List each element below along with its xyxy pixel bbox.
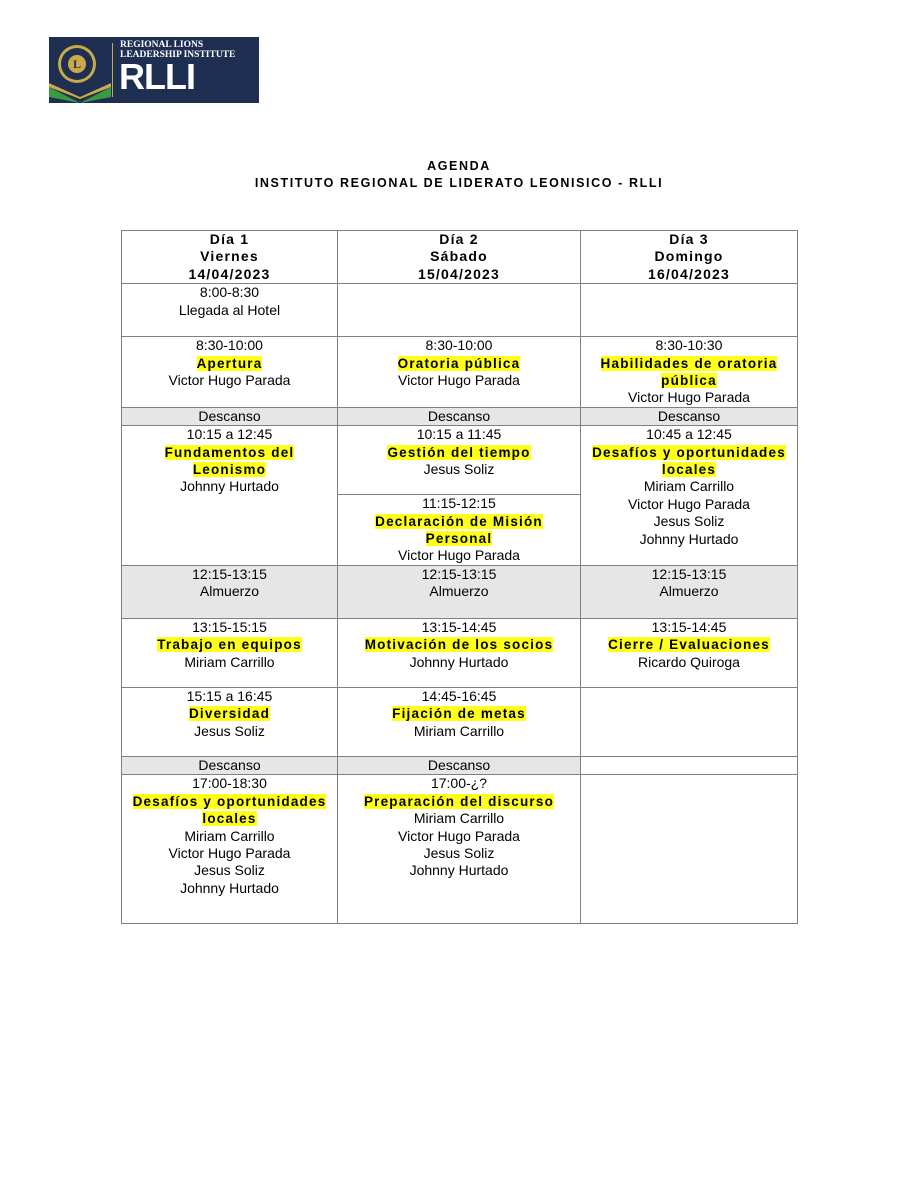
- session-text: Almuerzo: [429, 583, 489, 600]
- speaker: Victor Hugo Parada: [168, 844, 291, 861]
- session-time: 12:15-13:15: [421, 565, 497, 582]
- session-time: 10:45 a 12:45: [646, 426, 732, 443]
- session-cell: [122, 284, 338, 337]
- session-text: Almuerzo: [659, 583, 719, 600]
- day-weekday: Sábado: [430, 248, 488, 265]
- session-cell: [338, 618, 581, 687]
- session-title: Diversidad: [188, 706, 271, 722]
- session-time: 8:30-10:00: [425, 337, 493, 354]
- speaker: Jesus Soliz: [194, 722, 265, 739]
- session-time: 17:00-18:30: [192, 775, 267, 792]
- break-cell: Descanso: [338, 756, 581, 774]
- speaker: Miriam Carrillo: [184, 827, 275, 844]
- speaker: Victor Hugo Parada: [628, 389, 750, 406]
- session-cell: [581, 337, 798, 408]
- session-title: Oratoria pública: [397, 355, 521, 371]
- lunch-cell: [122, 565, 338, 618]
- session-title: Preparación del discurso: [363, 793, 555, 809]
- session-cell: [338, 495, 581, 566]
- speaker: Johnny Hurtado: [180, 478, 279, 495]
- session-title: Trabajo en equipos: [157, 637, 302, 653]
- day-weekday: Domingo: [654, 248, 724, 265]
- rlli-logo: [49, 37, 259, 103]
- morning-row: [122, 337, 798, 408]
- session-title: Declaración de Misión Personal: [375, 513, 543, 547]
- day-date: 15/04/2023: [417, 265, 501, 282]
- session-time: 13:15-15:15: [192, 618, 267, 635]
- day-2-header: [338, 231, 581, 284]
- afternoon-row-2: [122, 687, 798, 756]
- empty-cell: [581, 756, 798, 774]
- session-cell: [581, 618, 798, 687]
- session-text: Almuerzo: [199, 583, 260, 600]
- session-time: 17:00-¿?: [430, 775, 488, 792]
- session-cell: [338, 426, 581, 495]
- speaker: Miriam Carrillo: [643, 478, 735, 495]
- day-label: Día 3: [669, 231, 709, 247]
- session-cell: [338, 775, 581, 924]
- session-time: 11:15-12:15: [422, 495, 496, 512]
- break-cell: Descanso: [338, 407, 581, 425]
- arrival-row: [122, 284, 798, 337]
- svg-text:L: L: [72, 57, 82, 71]
- day-date: 16/04/2023: [647, 265, 731, 282]
- session-text: Llegada al Hotel: [178, 301, 281, 318]
- session-cell: [122, 426, 338, 566]
- session-title: Fundamentos del Leonismo: [164, 444, 295, 478]
- session-time: 14:45-16:45: [421, 687, 497, 704]
- speaker: Jesus Soliz: [194, 862, 265, 879]
- speaker: Victor Hugo Parada: [398, 372, 520, 389]
- day-date: 14/04/2023: [188, 265, 271, 282]
- session-time: 10:15 a 11:45: [416, 426, 502, 443]
- empty-cell: [581, 687, 798, 756]
- empty-cell: [581, 284, 798, 337]
- session-title: Cierre / Evaluaciones: [608, 637, 770, 653]
- speaker: Jesus Soliz: [423, 844, 495, 861]
- break-row-2: [122, 756, 798, 774]
- logo-abbreviation: RLLI: [119, 56, 195, 97]
- agenda-title: AGENDA: [427, 159, 491, 173]
- logo-line-2: LEADERSHIP INSTITUTE: [120, 50, 236, 60]
- speaker: Johnny Hurtado: [639, 530, 739, 547]
- session-title: Fijación de metas: [392, 706, 526, 722]
- session-time: 8:00-8:30: [199, 284, 260, 301]
- break-cell: Descanso: [122, 756, 338, 774]
- lunch-cell: [338, 565, 581, 618]
- session-time: 12:15-13:15: [192, 565, 267, 582]
- empty-cell: [338, 284, 581, 337]
- speaker: Jesus Soliz: [653, 513, 725, 530]
- speaker: Miriam Carrillo: [184, 653, 275, 670]
- late-morning-row-a: [122, 426, 798, 495]
- session-cell: [122, 618, 338, 687]
- afternoon-row-1: [122, 618, 798, 687]
- session-time: 15:15 a 16:45: [186, 687, 273, 704]
- break-cell: Descanso: [122, 407, 338, 425]
- session-title: Motivación de los socios: [364, 637, 554, 653]
- logo-line-1: REGIONAL LIONS: [120, 40, 204, 50]
- speaker: Johnny Hurtado: [180, 879, 279, 896]
- session-time: 13:15-14:45: [421, 618, 497, 635]
- session-time: 12:15-13:15: [651, 565, 727, 582]
- session-time: 8:30-10:30: [655, 337, 723, 354]
- session-title: Desafíos y oportunidades locales: [592, 444, 786, 478]
- session-cell: [338, 687, 581, 756]
- empty-cell: [581, 775, 798, 924]
- session-cell: [122, 337, 338, 408]
- lions-emblem-icon: [49, 37, 111, 103]
- agenda-subtitle: INSTITUTO REGIONAL DE LIDERATO LEONISICO - RLLI: [254, 176, 664, 190]
- logo-divider: [112, 43, 113, 97]
- day-label: Día 1: [209, 231, 250, 247]
- session-time: 8:30-10:00: [196, 337, 263, 354]
- day-3-header: [581, 231, 798, 284]
- speaker: Johnny Hurtado: [409, 862, 509, 879]
- day-weekday: Viernes: [200, 248, 259, 265]
- session-title: Apertura: [196, 355, 263, 371]
- speaker: Jesus Soliz: [423, 461, 495, 478]
- day-1-header: [122, 231, 338, 284]
- speaker: Johnny Hurtado: [409, 653, 509, 670]
- session-cell: [122, 775, 338, 924]
- speaker: Victor Hugo Parada: [398, 827, 520, 844]
- speaker: Victor Hugo Parada: [398, 547, 520, 564]
- session-title: Gestión del tiempo: [387, 444, 531, 460]
- session-title: Desafíos y oportunidades locales: [132, 793, 327, 827]
- break-row: [122, 407, 798, 425]
- day-label: Día 2: [439, 231, 479, 247]
- session-cell: [581, 426, 798, 566]
- session-title: Habilidades de oratoria pública: [600, 355, 778, 389]
- speaker: Miriam Carrillo: [413, 810, 505, 827]
- session-cell: [122, 687, 338, 756]
- lunch-cell: [581, 565, 798, 618]
- lunch-row: [122, 565, 798, 618]
- evening-row: [122, 775, 798, 924]
- speaker: Victor Hugo Parada: [628, 495, 750, 512]
- speaker: Miriam Carrillo: [413, 722, 505, 739]
- session-cell: [338, 337, 581, 408]
- session-time: 13:15-14:45: [651, 618, 727, 635]
- speaker: Victor Hugo Parada: [168, 372, 291, 389]
- speaker: Ricardo Quiroga: [638, 653, 740, 670]
- header-row: [122, 231, 798, 284]
- session-time: 10:15 a 12:45: [186, 426, 273, 443]
- break-cell: Descanso: [581, 407, 798, 425]
- agenda-table: [121, 230, 798, 924]
